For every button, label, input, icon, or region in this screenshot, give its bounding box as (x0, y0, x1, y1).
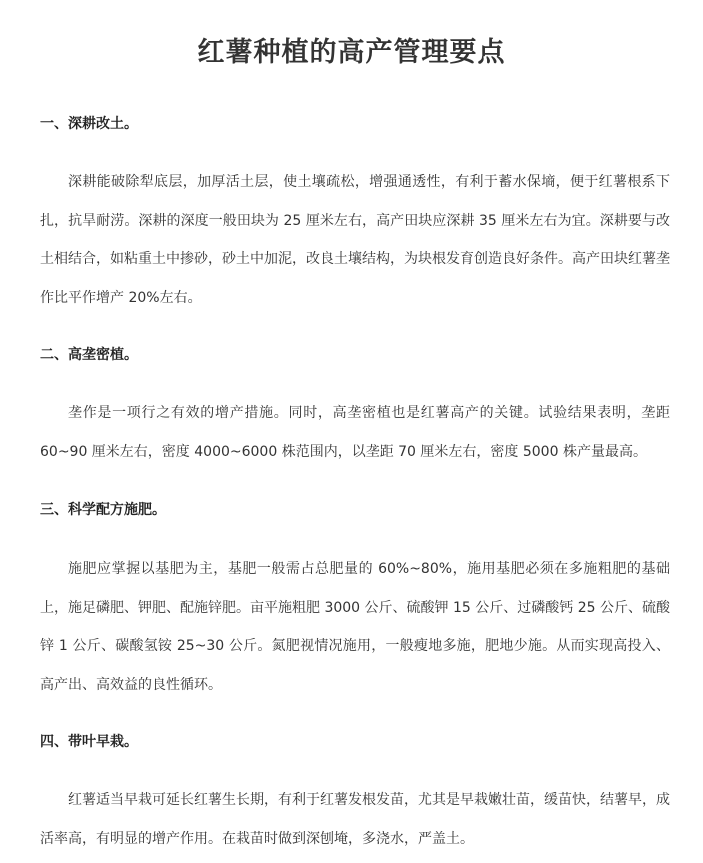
section-heading-3: 三、科学配方施肥。 (40, 502, 166, 518)
section-paragraph-2: 垄作是一项行之有效的增产措施。同时，高垄密植也是红薯高产的关键。试验结果表明，垄距 60~90 厘米左右，密度 4000~6000 株范围内，以垄距 70 厘米左右，密度 5000 株产量最高。 (40, 405, 670, 460)
section-heading-4: 四、带叶早栽。 (40, 734, 138, 750)
section-heading-2: 二、高垄密植。 (40, 347, 138, 363)
article-title: 红薯种植的高产管理要点 (197, 37, 506, 68)
section-paragraph-3: 施肥应掌握以基肥为主，基肥一般需占总肥量的 60%~80%，施用基肥必须在多施粗肥的基础上，施足磷肥、钾肥、配施锌肥。亩平施粗肥 3000 公斤、硫酸钾 15 公斤、过磷酸钙 25 公斤、硫酸锌 1 公斤、碳酸氢铵 25~30 公斤。氮肥视情况施用，一般瘦地多施，肥地少施。从而实现高投入、高产出、高效益的良性循环。 (40, 561, 670, 693)
section-paragraph-4: 红薯适当早栽可延长红薯生长期，有利于红薯发根发苗，尤其是早栽嫩壮苗，缓苗快，结薯早，成活率高，有明显的增产作用。在栽苗时做到深刨埯，多浇水，严盖土。 (40, 792, 670, 847)
section-heading-1: 一、深耕改土。 (40, 116, 138, 132)
section-paragraph-1: 深耕能破除犁底层，加厚活土层，使土壤疏松，增强通透性，有利于蓄水保墒，便于红薯根系下扎，抗旱耐涝。深耕的深度一般田块为 25 厘米左右，高产田块应深耕 35 厘米左右为宜。深耕要与改土相结合，如粘重土中掺砂，砂土中加泥，改良土壤结构，为块根发育创造良好条件。高产田块红薯垄作比平作增产 20%左右。 (40, 174, 670, 306)
